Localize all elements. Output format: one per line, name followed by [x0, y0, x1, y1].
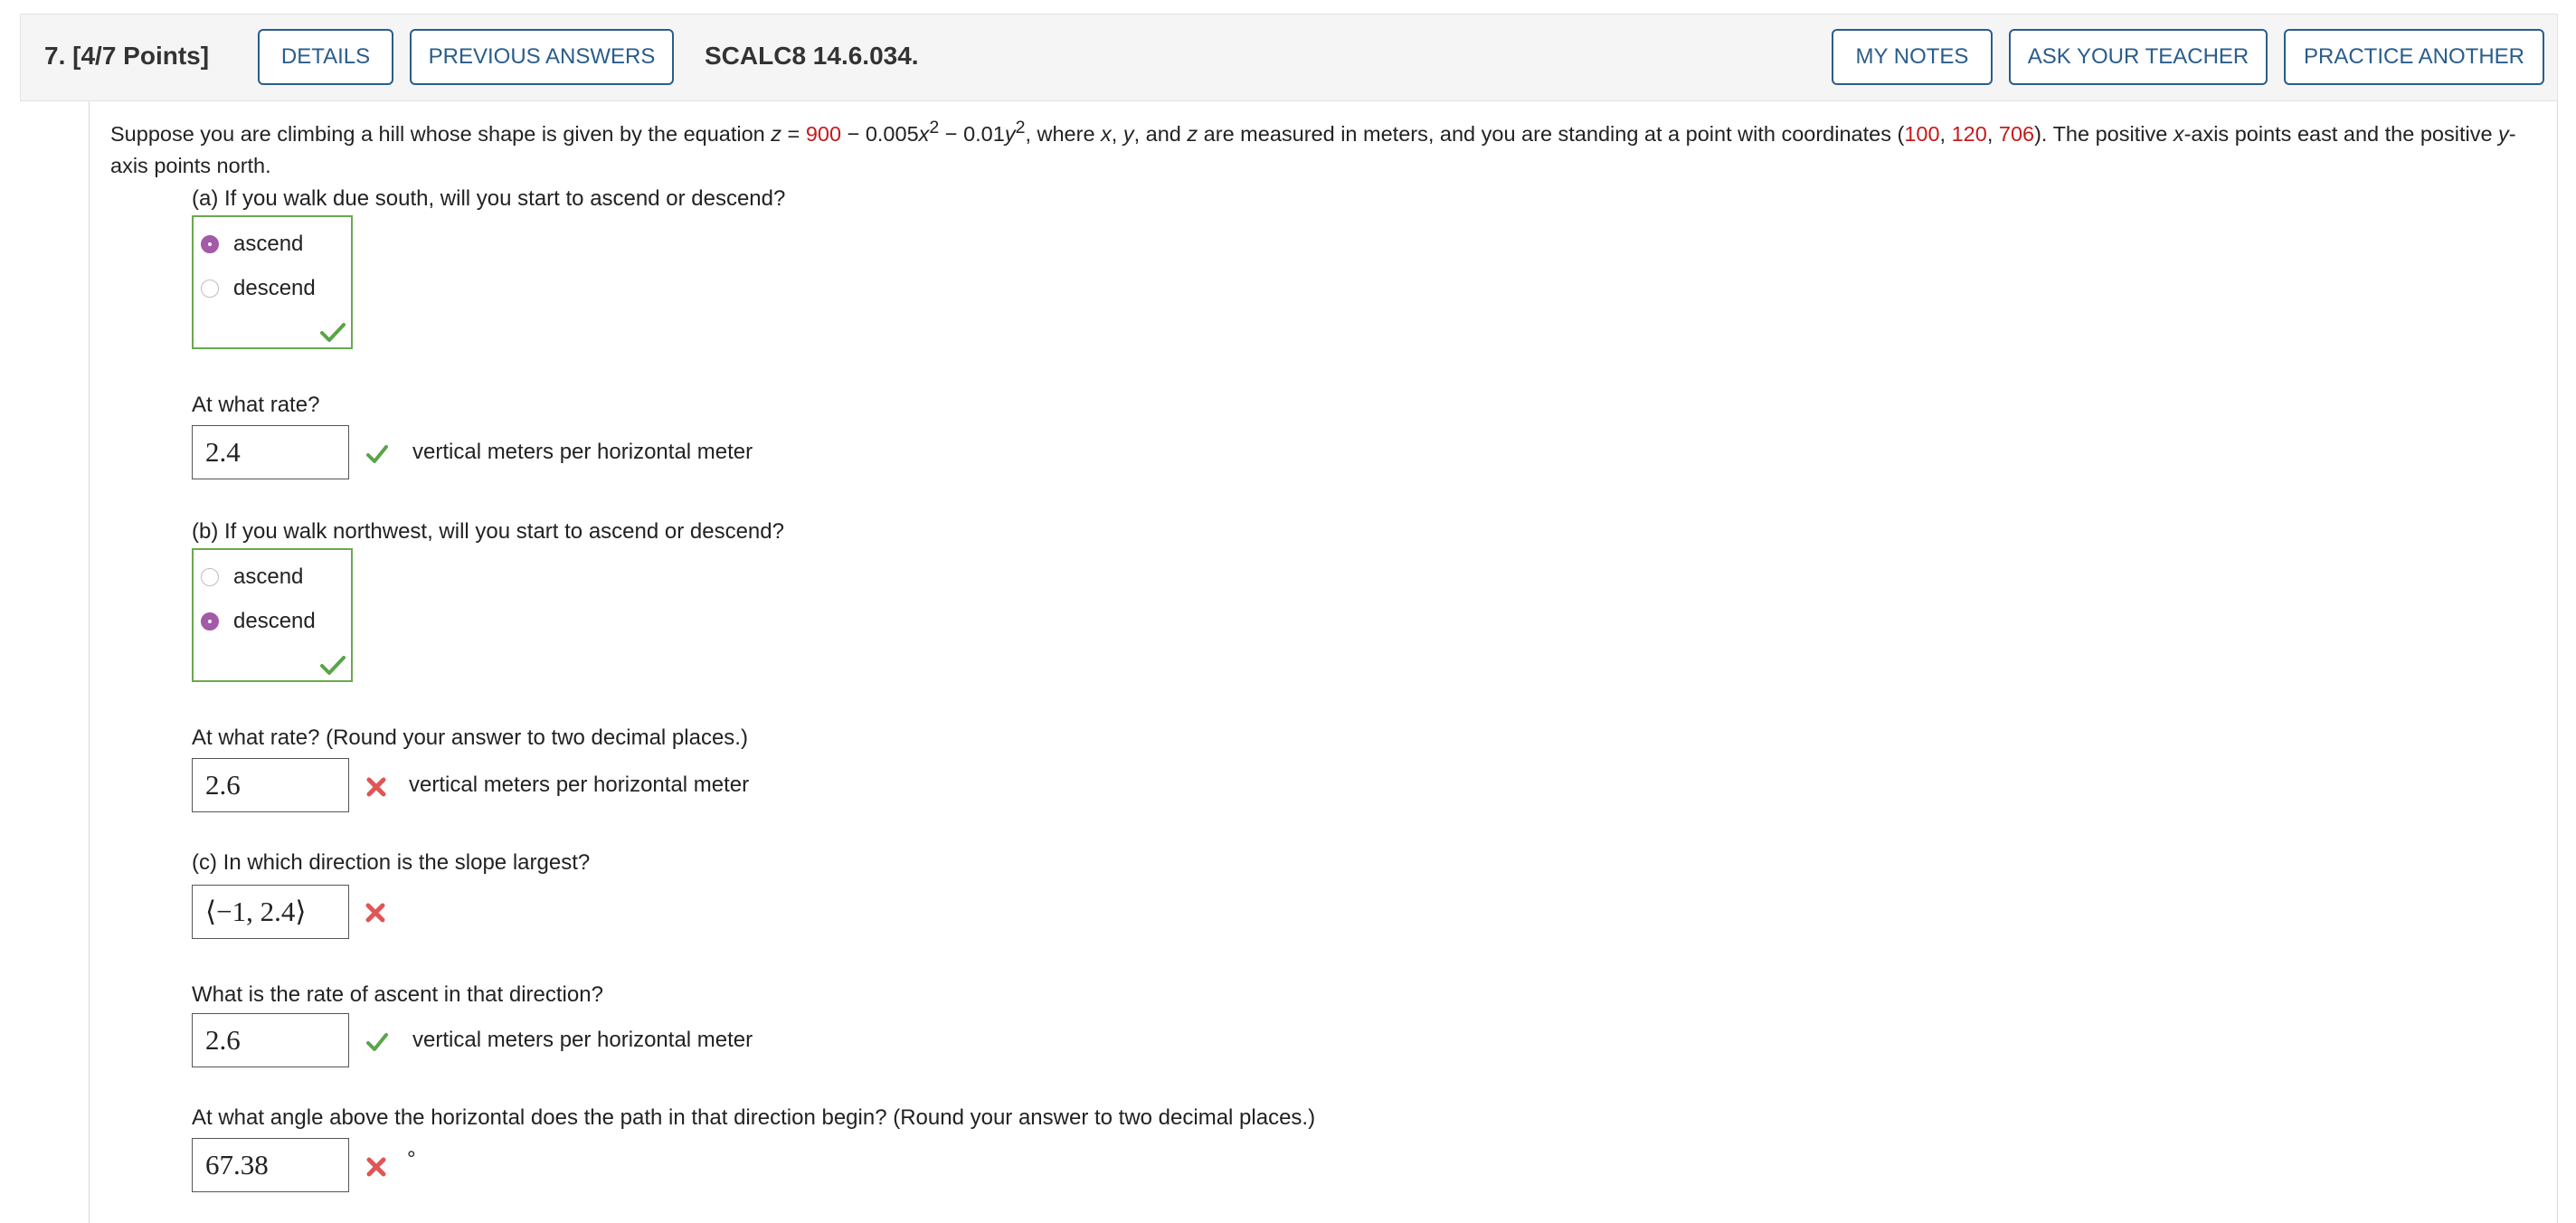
x-mark-icon: [365, 775, 388, 799]
part-c-direction-input[interactable]: ⟨−1, 2.4⟩: [192, 885, 349, 939]
part-c-angle-unit: °: [407, 1147, 416, 1171]
part-b-option-descend[interactable]: descend: [201, 609, 316, 634]
practice-another-button[interactable]: PRACTICE ANOTHER: [2284, 29, 2544, 85]
part-b-rate-input[interactable]: 2.6: [192, 758, 349, 812]
part-c-ascent-question: What is the rate of ascent in that direction?: [192, 982, 603, 1007]
radio-unselected-icon[interactable]: [201, 280, 219, 298]
checkmark-icon: [320, 322, 346, 342]
ask-your-teacher-button[interactable]: ASK YOUR TEACHER: [2009, 29, 2268, 85]
radio-unselected-icon[interactable]: [201, 568, 219, 586]
question-header: [20, 14, 2558, 101]
part-b-question: (b) If you walk northwest, will you start to ascend or descend?: [192, 519, 784, 544]
part-c-angle-question: At what angle above the horizontal does the path in that direction begin? (Round your answer to two decimal places.): [192, 1105, 1316, 1130]
value-900: 900: [805, 121, 842, 146]
checkmark-icon: [320, 655, 346, 675]
part-b-radio-group: [192, 548, 353, 682]
part-a-question: (a) If you walk due south, will you start to ascend or descend?: [192, 186, 786, 211]
part-b-rate-question: At what rate? (Round your answer to two decimal places.): [192, 725, 748, 750]
part-a-option-descend[interactable]: descend: [201, 276, 316, 301]
question-points: [4/7 Points]: [72, 42, 210, 70]
part-a-option-ascend[interactable]: ascend: [201, 232, 303, 257]
part-c-ascent-input[interactable]: 2.6: [192, 1013, 349, 1067]
x-mark-icon: [365, 1155, 388, 1179]
problem-statement: Suppose you are climbing a hill whose shape is given by the equation $z = 900 - 0.005x^2 - 0.01y^2$, where x, y, and z are measured in meters, and you are standing at a point with coordinates (100, 120, 706). The positive x-axis points east and the positive y-axis points north.: [110, 118, 2516, 177]
coord-z: 706: [1998, 121, 2035, 146]
part-b-option-ascend[interactable]: ascend: [201, 564, 303, 590]
checkmark-icon: [365, 442, 389, 466]
part-a-rate-question: At what rate?: [192, 393, 320, 417]
part-c-ascent-unit: vertical meters per horizontal meter: [412, 1028, 753, 1052]
previous-answers-button[interactable]: PREVIOUS ANSWERS: [410, 29, 674, 85]
question-number: 7.: [44, 42, 66, 70]
part-b-rate-unit: vertical meters per horizontal meter: [409, 773, 750, 797]
part-c-angle-input[interactable]: 67.38: [192, 1138, 349, 1192]
part-a-radio-group: [192, 215, 353, 349]
question-title: [44, 42, 209, 71]
radio-selected-icon[interactable]: [201, 612, 219, 630]
part-a-rate-input[interactable]: 2.4: [192, 425, 349, 479]
x-mark-icon: [364, 901, 387, 924]
radio-selected-icon[interactable]: [201, 235, 219, 253]
coord-y: 120: [1951, 121, 1987, 146]
checkmark-icon: [365, 1030, 389, 1054]
problem-code: SCALC8 14.6.034.: [705, 42, 919, 70]
question-content-panel: [89, 101, 2558, 1223]
part-c-question: (c) In which direction is the slope largest?: [192, 850, 591, 875]
details-button[interactable]: DETAILS: [258, 29, 393, 85]
coord-x: 100: [1904, 121, 1940, 146]
part-a-rate-unit: vertical meters per horizontal meter: [412, 440, 753, 464]
my-notes-button[interactable]: MY NOTES: [1832, 29, 1993, 85]
